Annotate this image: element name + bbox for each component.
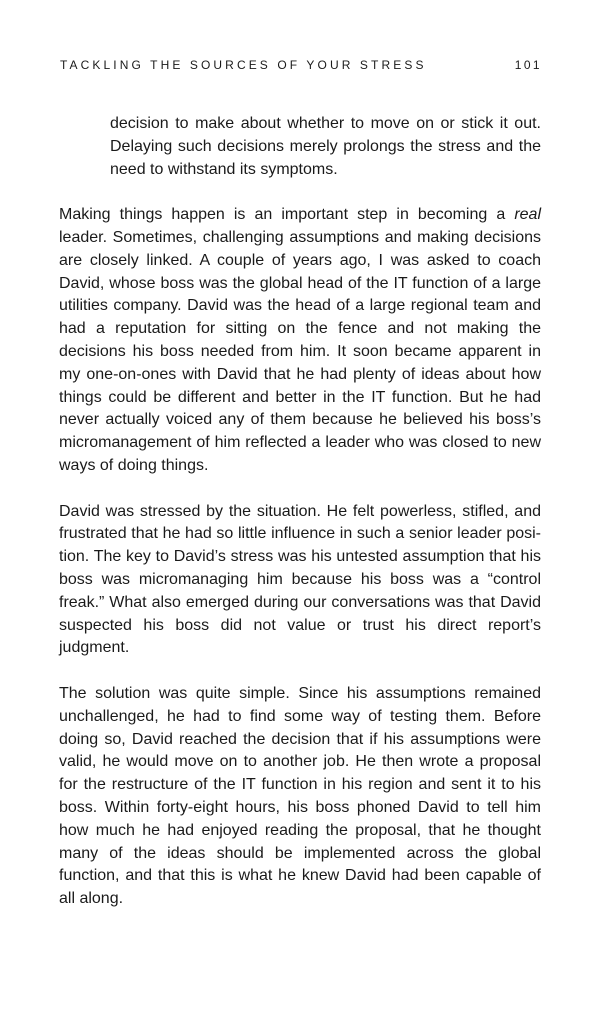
paragraph-making-things-happen [59, 204, 541, 478]
paragraph-solution: The solution was quite simple. Since his assumptions remained unchallenged, he had to find some way of testing them. Before doing so, David reached the decision that if his assumptions were valid, he would move on to another job. He then wrote a proposal for the restructure of the IT function in his region and sent it to his boss. Within forty-eight hours, his boss phoned David to tell him how much he had enjoyed reading the proposal, that he thought many of the ideas should be implemented across the global function, and that this is what he knew David had been capable of all along. [59, 684, 541, 908]
chapter-title: TACKLING THE SOURCES OF YOUR STRESS [60, 58, 427, 72]
paragraph-text-end: leader. Sometimes, challenging assumptions and making decisions are closely linked. A couple of years ago, I was asked to coach David, whose boss was the global head of the IT function of a large utilities company. David was the head of a large regional team and had a reputation for sitting on the fence and not making the decisions his boss needed from him. It soon became apparent in my one-on-ones with David that he had plenty of ideas about how things could be different and better in the IT function. But he had never actually voiced any of them because he believed his boss’s micromanagement of him reflected a leader who was closed to new ways of doing things. [59, 228, 541, 474]
paragraph-david-stressed: David was stressed by the situation. He felt powerless, stifled, and frustrated that he had so little influence in such a senior leader position. The key to David’s stress was his untested assumption that his boss was micromanaging him because his boss was a “control freak.” What also emerged during our conversations was that David suspected his boss did not value or trust his direct report’s judgment. [59, 502, 541, 657]
running-header [60, 56, 542, 74]
emphasized-word: real [514, 206, 541, 224]
continued-paragraph: decision to make about whether to move on or stick it out. Delaying such decisions merely prolongs the stress and the need to withstand its symptoms. [110, 115, 541, 178]
paragraph-text-start: Making things happen is an important step in becoming a [59, 206, 515, 224]
page-number: 101 [514, 58, 542, 72]
body-text [59, 113, 541, 911]
